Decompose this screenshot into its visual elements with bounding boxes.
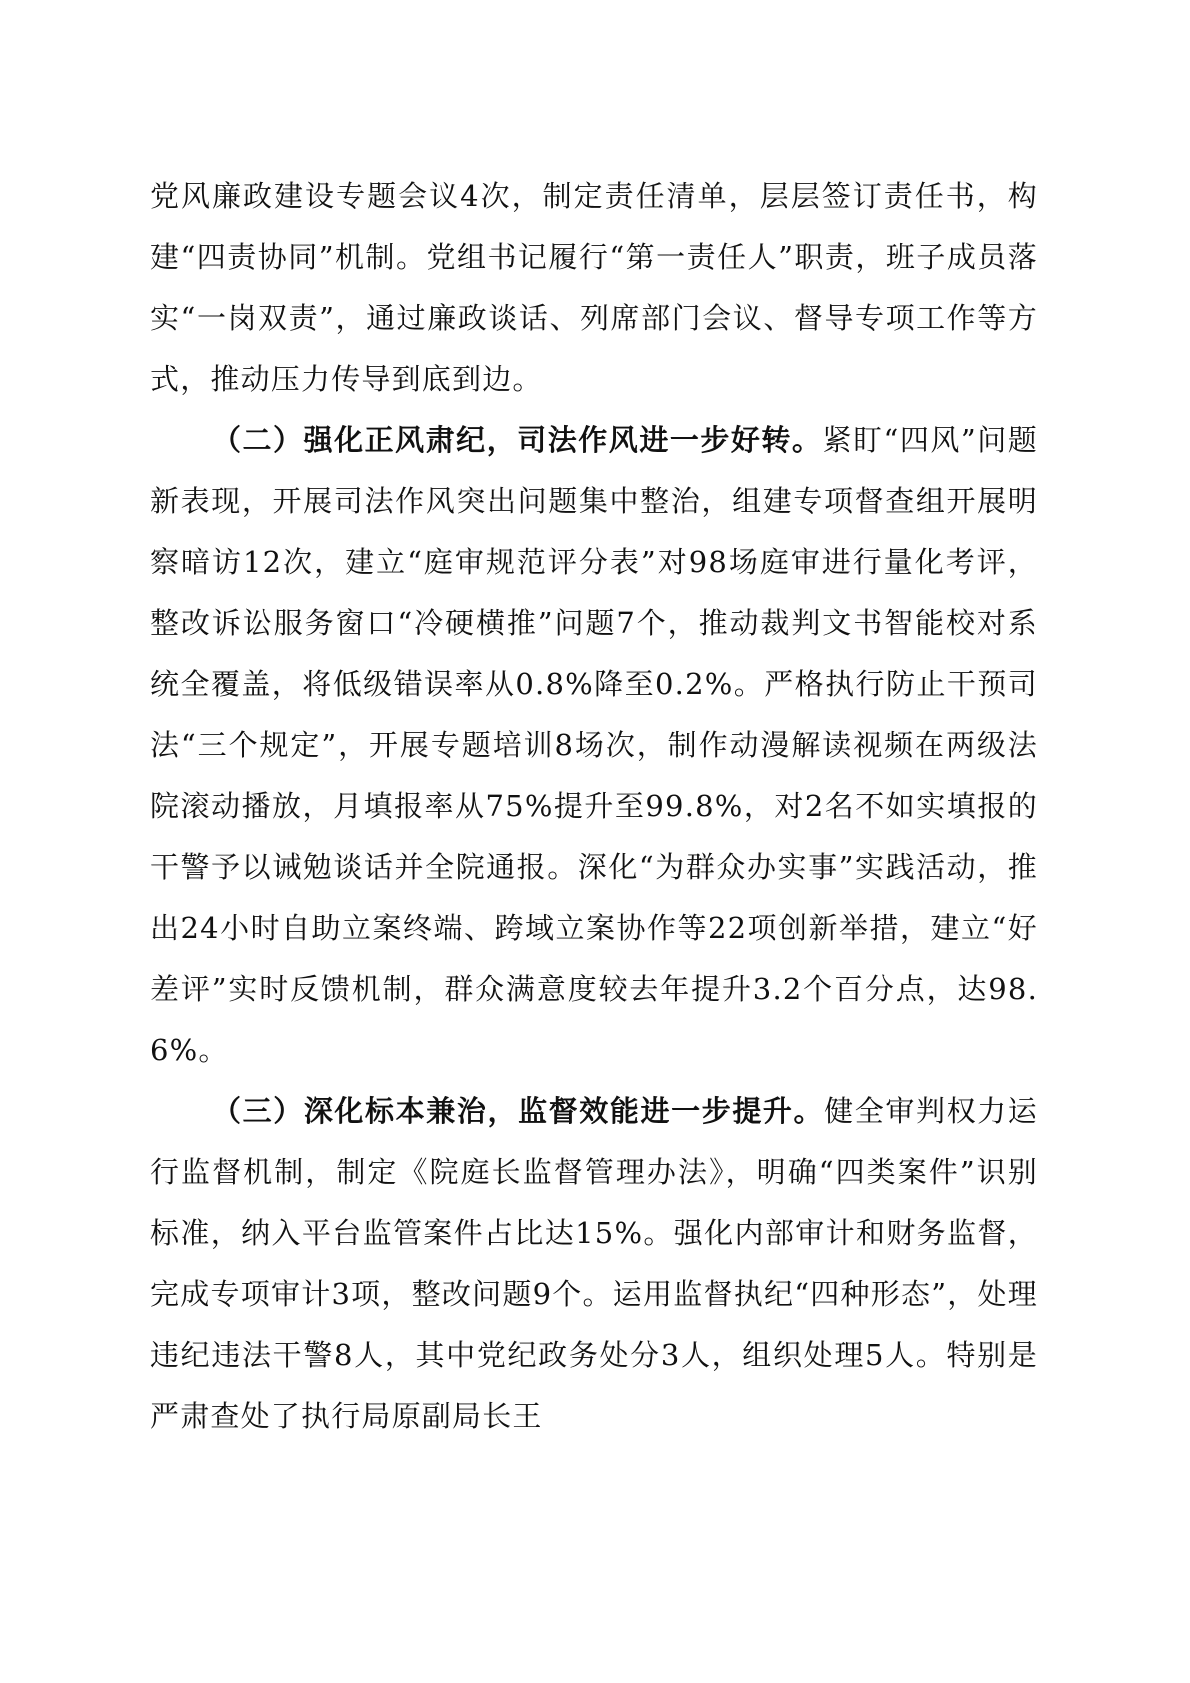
paragraph-3-heading: （三）深化标本兼治，监督效能进一步提升。: [212, 1094, 825, 1128]
document-page: [150, 166, 1038, 1447]
paragraph-3-body: 健全审判权力运行监督机制，制定《院庭长监督管理办法》，明确“四类案件”识别标准，纳入平台监管案件占比达15%。强化内部审计和财务监督，完成专项审计3项，整改问题9个。运用监督执纪“四种形态”，处理违纪违法干警8人，其中党纪政务处分3人，组织处理5人。特别是严肃查处了执行局原副局长王: [150, 1094, 1038, 1433]
paragraph-3: [150, 1081, 1038, 1447]
paragraph-1-body: 党风廉政建设专题会议4次，制定责任清单，层层签订责任书，构建“四责协同”机制。党组书记履行“第一责任人”职责，班子成员落实“一岗双责”，通过廉政谈话、列席部门会议、督导专项工作等方式，推动压力传导到底到边。: [150, 179, 1038, 396]
paragraph-1: [150, 166, 1038, 410]
paragraph-2-heading: （二）强化正风肃纪，司法作风进一步好转。: [212, 423, 823, 457]
paragraph-2: [150, 410, 1038, 1081]
paragraph-2-body: 紧盯“四风”问题新表现，开展司法作风突出问题集中整治，组建专项督查组开展明察暗访12次，建立“庭审规范评分表”对98场庭审进行量化考评，整改诉讼服务窗口“冷硬横推”问题7个，推动裁判文书智能校对系统全覆盖，将低级错误率从0.8%降至0.2%。严格执行防止干预司法“三个规定”，开展专题培训8场次，制作动漫解读视频在两级法院滚动播放，月填报率从75%提升至99.8%，对2名不如实填报的干警予以诫勉谈话并全院通报。深化“为群众办实事”实践活动，推出24小时自助立案终端、跨域立案协作等22项创新举措，建立“好差评”实时反馈机制，群众满意度较去年提升3.2个百分点，达98.6%。: [150, 423, 1038, 1067]
